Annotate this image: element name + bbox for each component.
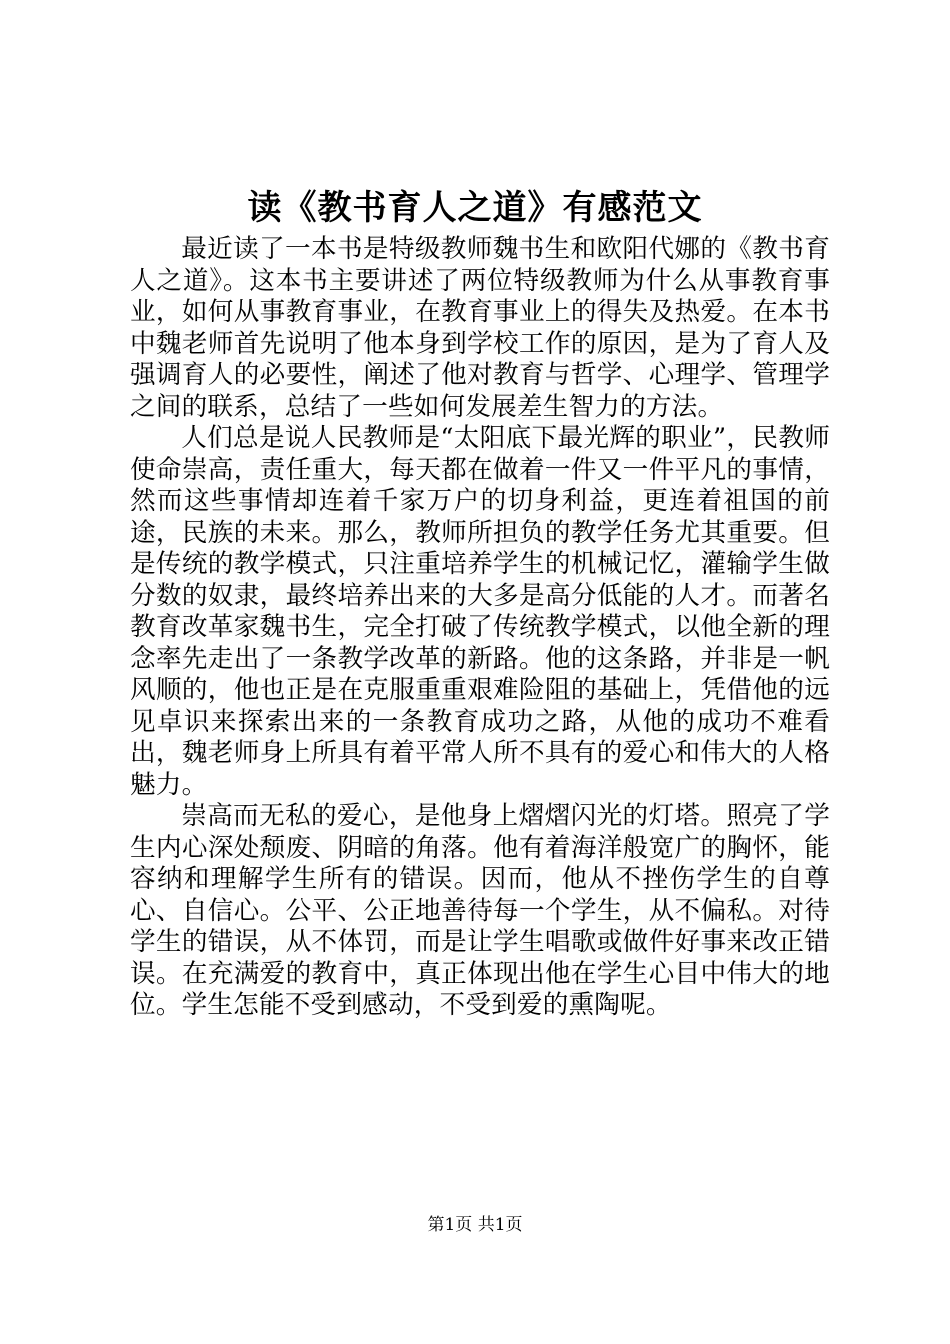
paragraph-2: 人们总是说人民教师是“太阳底下最光辉的职业”，民教师使命崇高，责任重大，每天都在做着一件又一件平凡的事情，然而这些事情却连着千家万户的切身利益，更连着祖国的前途，民族的未来。那么，教师所担负的教学任务尤其重要。但是传统的教学模式，只注重培养学生的机械记忆，灌输学生做分数的奴隶，最终培养出来的大多是高分低能的人才。而著名教育改革家魏书生，完全打破了传统教学模式，以他全新的理念率先走出了一条教学改革的新路。他的这条路，并非是一帆风顺的，他也正是在克服重重艰难险阻的基础上，凭借他的远见卓识来探索出来的一条教育成功之路，从他的成功不难看出，魏老师身上所具有着平常人所不具有的爱心和伟大的人格魅力。 <box>130 423 830 800</box>
paragraph-1: 最近读了一本书是特级教师魏书生和欧阳代娜的《教书育人之道》。这本书主要讲述了两位特级教师为什么从事教育事业，如何从事教育事业，在教育事业上的得失及热爱。在本书中魏老师首先说明了他本身到学校工作的原因，是为了育人及强调育人的必要性，阐述了他对教育与哲学、心理学、管理学之间的联系，总结了一些如何发展差生智力的方法。 <box>130 234 830 422</box>
document-title: 读《教书育人之道》有感范文 <box>247 188 703 228</box>
page-footer: 第1页 共1页 <box>427 1215 523 1235</box>
document-body <box>130 234 830 1022</box>
paragraph-3: 崇高而无私的爱心，是他身上熠熠闪光的灯塔。照亮了学生内心深处颓废、阴暗的角落。他有着海洋般宽广的胸怀，能容纳和理解学生所有的错误。因而，他从不挫伤学生的自尊心、自信心。公平、公正地善待每一个学生，从不偏私。对待学生的错误，从不体罚，而是让学生唱歌或做件好事来改正错误。在充满爱的教育中，真正体现出他在学生心目中伟大的地位。学生怎能不受到感动，不受到爱的熏陶呢。 <box>130 801 830 1020</box>
